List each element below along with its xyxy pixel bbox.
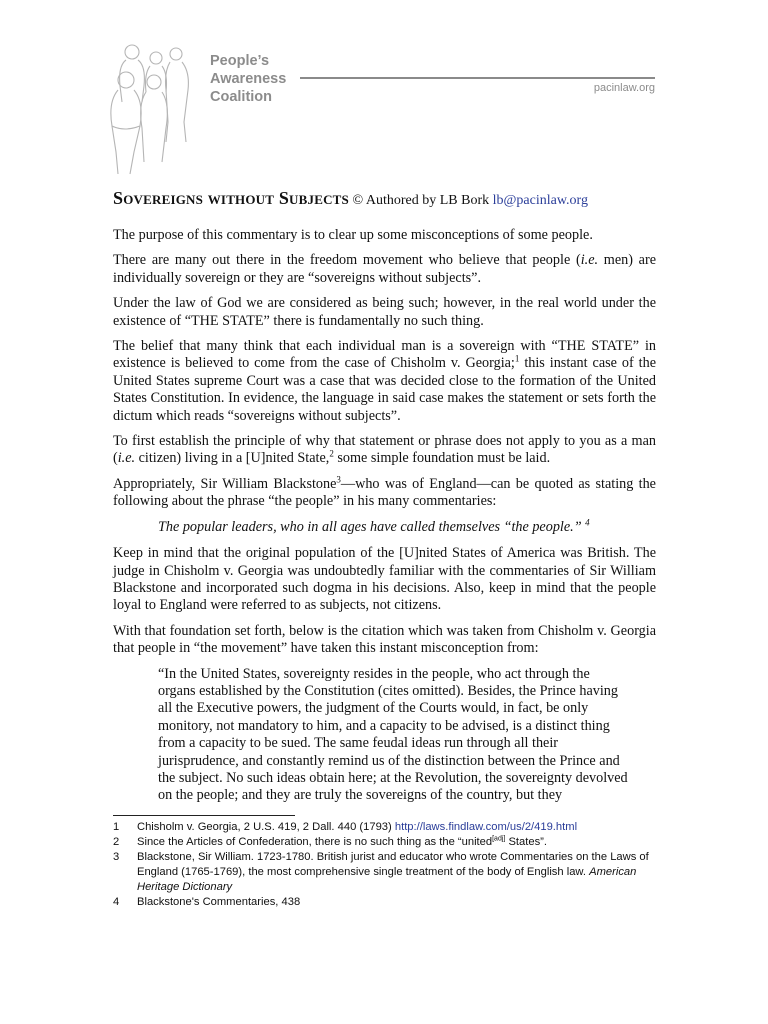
org-name-line-1: People’s	[210, 53, 270, 69]
paragraph-1: The purpose of this commentary is to clear up some misconceptions of some people.	[113, 227, 593, 243]
footnote-ref-3[interactable]: 3	[336, 474, 341, 485]
people-figures-icon	[104, 42, 200, 176]
footnote-4: 4 Blackstone's Commentaries, 438	[113, 896, 301, 908]
footnote-ref-4[interactable]: 4	[585, 516, 590, 527]
header-divider	[300, 77, 655, 79]
blackstone-quote: The popular leaders, who in all ages have called themselves “the people.” $^4$	[158, 516, 590, 535]
title-text: Sovereigns without Subjects	[113, 188, 349, 208]
findlaw-link[interactable]: http://laws.findlaw.com/us/2/419.html	[394, 821, 578, 833]
document-body	[113, 188, 656, 813]
org-name-line-2: Awareness	[210, 71, 287, 87]
paragraph-6: Appropriately, Sir William Blackstone$^3$—who was of England—can be quoted as stating the following about the phrase “the people” in his many commentaries:	[113, 474, 656, 510]
paragraph-7: Keep in mind that the original population of the [U]nited States of America was British. The judge in Chisholm v. Georgia was undoubtedly familiar with the commentaries of Sir William Blackstone and incorporated such dogma in his decisions. Also, keep in mind that the people loyal to England were referred to as subjects, not citizens.	[113, 545, 656, 614]
document-title	[113, 188, 656, 211]
footnote-separator	[113, 815, 295, 816]
footnote-ref-2[interactable]: 2	[329, 448, 334, 459]
footnote-ref-1[interactable]: 1	[514, 353, 520, 364]
footnote-1: 1 Chisholm v. Georgia, 2 U.S. 419, 2 Dall. 440 (1793) http://laws.findlaw.com/us/2/419.html	[113, 821, 578, 833]
paragraph-5: To first establish the principle of why that statement or phrase does not apply to you as a man (i.e. citizen) living in a [U]nited State,$^2$ some simple foundation must be laid.	[113, 433, 656, 467]
org-name-line-3: Coalition	[210, 89, 273, 105]
paragraph-8: With that foundation set forth, below is the citation which was taken from Chisholm v. Georgia that people in “the movement” have taken this instant misconception from:	[113, 622, 656, 657]
footnotes	[113, 820, 653, 910]
author-line: Authored by LB Bork	[365, 193, 490, 208]
author-email-link[interactable]: lb@pacinlaw.org	[492, 193, 588, 208]
paragraph-4: The belief that many think that each individual man is a sovereign with “THE STATE” in existence is believed to come from the case of Chisholm v. Georgia;$^1$ this instant case of the United States supreme Court was a case that was decided close to the formation of the United States Constitution. In evidence, the language in said case makes the statement or sets forth the dictum which reads “sovereigns without subjects”.	[113, 338, 656, 424]
copyright-symbol: ©	[352, 193, 364, 208]
paragraph-2: There are many out there in the freedom movement who believe that people (i.e. men) are individually sovereign or they are “sovereigns without subjects”.	[113, 252, 656, 286]
organization-name	[210, 52, 286, 106]
footnote-3: 3 Blackstone, Sir William. 1723-1780. British jurist and educator who wrote Commentaries on the Laws of England (1765-1769), the most comprehensive single treatment of the body of English law. American Heritage Dictionary	[113, 851, 649, 893]
paragraph-3: Under the law of God we are considered as being such; however, in the real world under the existence of “THE STATE” there is fundamentally no such thing.	[113, 295, 656, 329]
website-link[interactable]: pacinlaw.org	[593, 82, 655, 94]
chisholm-citation-quote: “In the United States, sovereignty resides in the people, who act through the organs established by the Constitution (cites omitted). Besides, the Prince having all the Executive powers, the judgment of the Courts would, in fact, be only monitory, not mandatory to him, and a capacity to be advised, is a distinct thing from a capacity to be sued. The same feudal ideas run through all their jurisprudence, and constantly remind us of the distinction between the Prince and the subject. No such ideas obtain here; at the Revolution, the sovereignty devolved on the people; and they are truly the sovereigns of the country, but they	[158, 665, 628, 804]
footnote-2: 2 Since the Articles of Confederation, there is no such thing as the “united[adj] States”.	[113, 835, 548, 848]
